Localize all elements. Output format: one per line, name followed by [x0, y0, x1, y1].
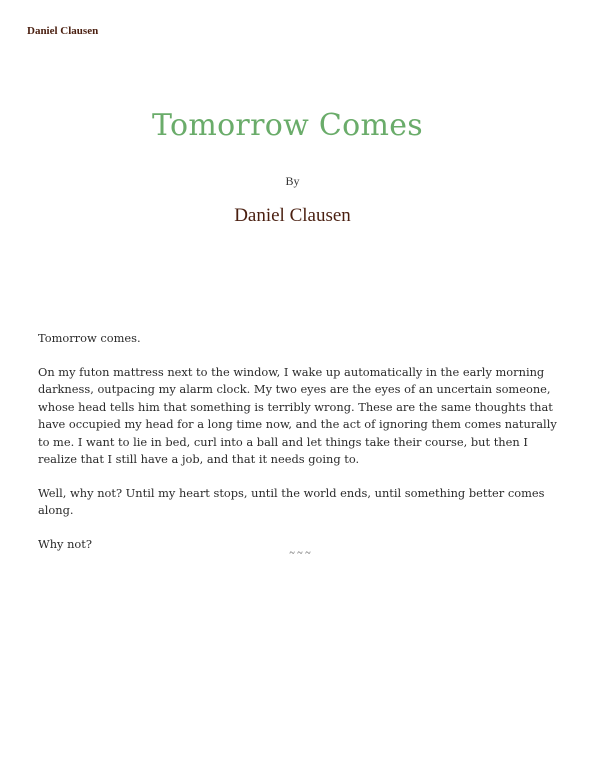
byline: By — [285, 174, 300, 188]
scene-break: ~ ~ ~ — [289, 548, 311, 559]
author-name: Daniel Clausen — [234, 205, 351, 226]
story-title: Tomorrow Comes — [151, 108, 424, 143]
story-body — [38, 330, 568, 569]
paragraph: Well, why not? Until my heart stops, until the world ends, until something better comes along. — [38, 485, 545, 517]
paragraph: Why not? — [38, 536, 92, 551]
paragraph: On my futon mattress next to the window, I wake up automatically in the early morning darkness, outpacing my alarm clock. My two eyes are the eyes of an uncertain someone, whose head tells him that something is terribly wrong. These are the same thoughts that have occupied my head for a long time now, and the act of ignoring them comes naturally to me. I want to lie in bed, curl into a ball and let things take their course, but then I realize that I still have a job, and that it needs going to. — [38, 364, 557, 466]
running-header: Daniel Clausen — [27, 25, 99, 37]
paragraph: Tomorrow comes. — [38, 331, 141, 345]
